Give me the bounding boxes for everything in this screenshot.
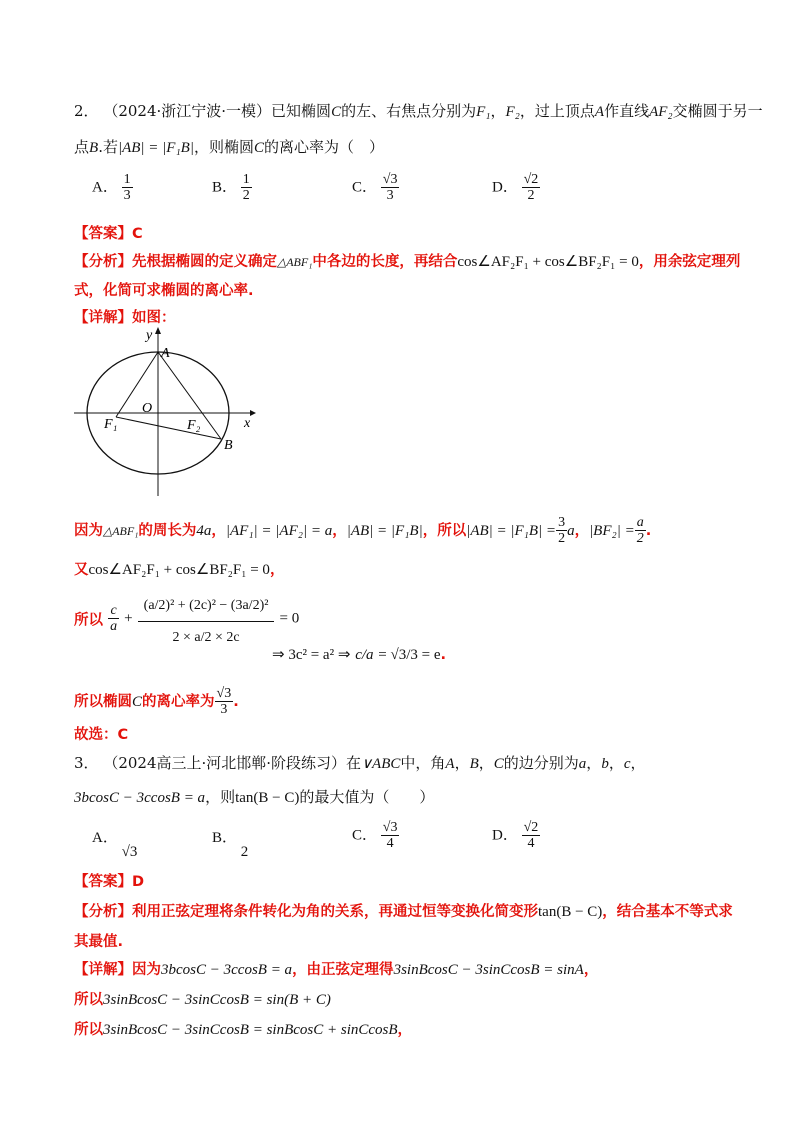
segment-f1b [116,417,221,439]
q2-option-a: A． $\frac{1}{3}$ [92,172,131,204]
q2-answer: 【答案】C [74,226,143,242]
label-b: B [224,438,233,453]
q3-detail-line3: 所以3sinBcosC − 3sinCcosB = sinBcosC + sinCcosB， [74,1022,413,1038]
q2-stem-line1: 2． （2024·浙江宁波·一模）已知椭圆C的左、右焦点分别为F₁，F₂，过上顶点A作直线AF₂交椭圆于另一 [74,102,763,120]
question-number: 2． [74,102,99,120]
q3-option-d: D． $\frac{√2}{4}$ [492,820,539,852]
y-axis-arrow [155,327,161,334]
q3-analysis-line1: 【分析】利用正弦定理将条件转化为角的关系，再通过恒等变换化简变形tan(B − C)，结合基本不等式求 [74,904,733,920]
label-y: y [146,328,153,343]
q2-step2: 又cos∠AF₂F₁ + cos∠BF₂F₁ = 0， [74,562,285,578]
ellipse-figure [74,326,256,496]
q2-analysis-line2: 式，化简可求椭圆的离心率. [74,283,254,299]
q2-option-c: C． $\frac{√3}{3}$ [352,172,398,204]
q3-option-a: A． √3 [92,830,138,860]
q2-step3-result: ⇒ 3c² = a² ⇒ c/a = √3/3 = e. [272,647,447,663]
q3-option-b: B． 2 [212,830,249,860]
q3-detail-line2: 所以3sinBcosC − 3sinCcosB = sin(B + C) [74,992,331,1008]
question-source: （2024·浙江宁波·一模） [103,102,272,120]
q2-step4: 所以椭圆C的离心率为 $\frac{√3}{3}$ . [74,686,239,718]
q2-analysis-line1: 【分析】先根据椭圆的定义确定△ABF₁中各边的长度，再结合cos∠AF₂F₁ + cos∠BF₂F₁ = 0，用余弦定理列 [74,254,741,270]
label-o: O [142,401,153,416]
q2-step3: 所以 $\frac{c}{a}$ + $\frac{\text{(a/2)² + (2c)² − (3a/2)²}}{2 \times a/2 \times 2c}$ = 0 [74,592,299,646]
q3-analysis-line2: 其最值. [74,934,124,950]
q2-detail-label: 【详解】如图： [74,310,176,326]
x-axis-arrow [250,410,256,416]
q2-choose: 故选：C [74,727,129,743]
question-source: （2024高三上·河北邯郸·阶段练习） [103,754,347,772]
label-f1: F₁ [104,417,118,432]
label-f2: F₂ [187,418,201,433]
question-number: 3． [74,754,99,772]
q3-stem-line2: 3bcosC − 3ccosB = a，则tan(B − C)的最大值为（ ） [74,788,435,806]
q3-detail-line1: 【详解】因为3bcosC − 3ccosB = a，由正弦定理得3sinBcosC − 3sinCcosB = sinA， [74,962,599,978]
q2-step1: 因为△ABF₁的周长为4a，|AF₁| = |AF₂| = a，|AB| = |F₁B|，所以|AB| = |F₁B| = $\frac{3}{2}$ a，|BF₂| = $\frac{a}{2}$ . [74,515,652,547]
label-x: x [244,416,251,431]
q2-option-d: D． $\frac{√2}{2}$ [492,172,539,204]
q3-stem-line1: 3． （2024高三上·河北邯郸·阶段练习）在∨ABC中，角A，B，C的边分别为a，b，c， [74,754,646,772]
q2-option-b: B． $\frac{1}{2}$ [212,172,250,204]
q2-stem-line2: 点B.若|AB| = |F₁B|，则椭圆C的离心率为（ ） [74,138,384,156]
q3-answer: 【答案】D [74,874,145,890]
q3-option-c: C． $\frac{√3}{4}$ [352,820,398,852]
label-a: A [161,346,170,361]
